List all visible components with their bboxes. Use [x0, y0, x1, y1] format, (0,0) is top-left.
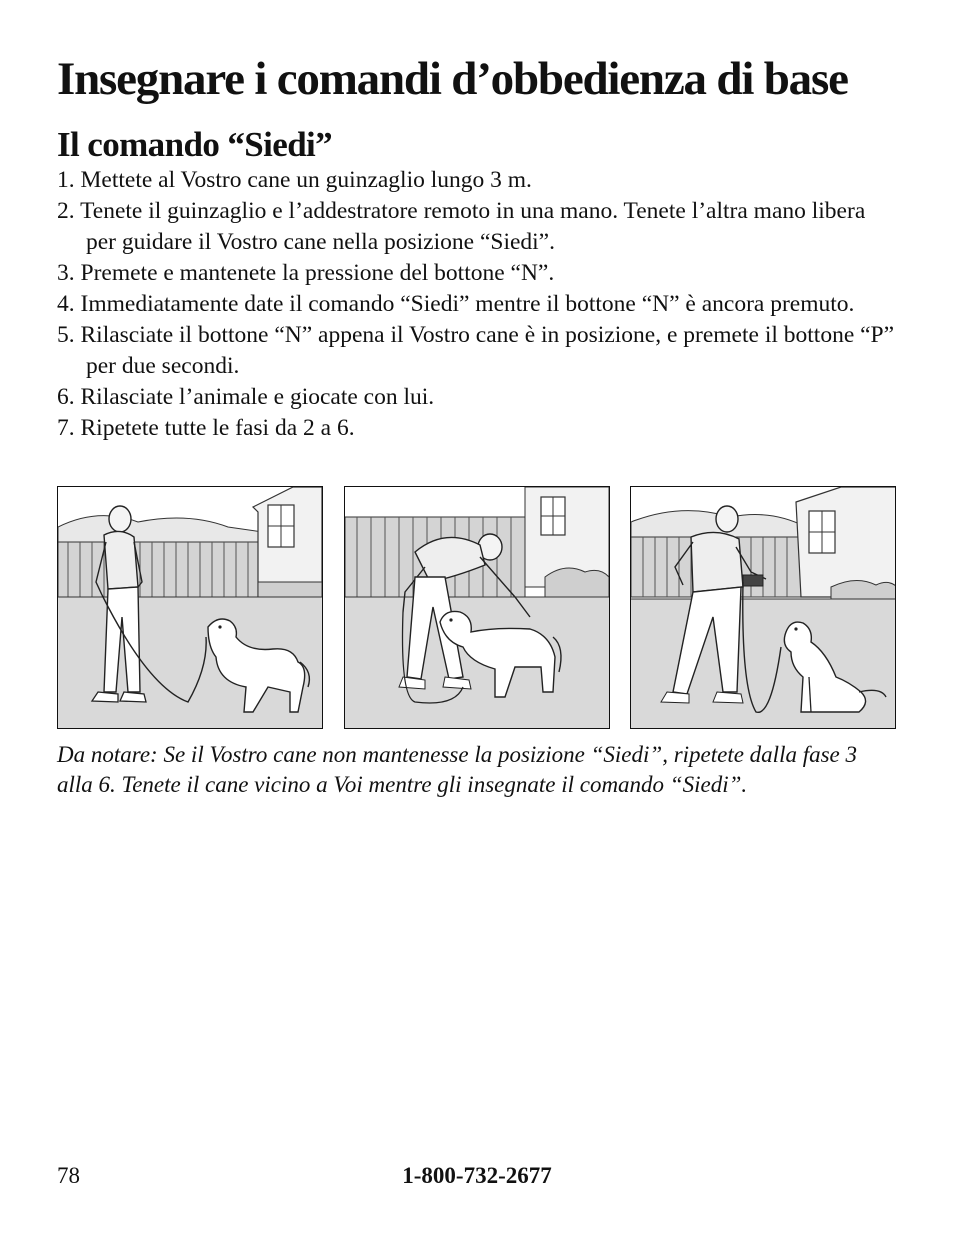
illustration-strip	[57, 486, 898, 731]
step-item: 5. Rilasciate il bottone “N” appena il Vostro cane è in posizione, e premete il bottone “P” per due secondi.	[57, 322, 895, 379]
step-item: 2. Tenete il guinzaglio e l’addestratore remoto in una mano. Tenete l’altra mano libera per guidare il Vostro cane nella posizione “Siedi”.	[57, 198, 866, 255]
steps-list	[57, 165, 897, 444]
page-title: Insegnare i comandi d’obbedienza di base	[57, 53, 848, 105]
footer-phone: 1-800-732-2677	[402, 1163, 552, 1188]
step-item: 1. Mettete al Vostro cane un guinzaglio lungo 3 m.	[57, 167, 532, 193]
step-item: 6. Rilasciate l’animale e giocate con lui.	[57, 384, 435, 410]
man-remote-dog-sitting-illustration	[631, 487, 896, 728]
note-text: Da notare: Se il Vostro cane non mantenesse la posizione “Siedi”, ripetete dalla fase 3 alla 6. Tenete il cane vicino a Voi mentre gli insegnate il comando “Siedi”.	[57, 742, 858, 797]
man-dog-standing-illustration	[58, 487, 322, 728]
section-title: Il comando “Siedi”	[57, 125, 333, 164]
illustration-panel-2	[344, 486, 610, 729]
step-item: 4. Immediatamente date il comando “Siedi” mentre il bottone “N” è ancora premuto.	[57, 291, 855, 317]
step-item: 3. Premete e mantenete la pressione del bottone “N”.	[57, 260, 555, 286]
illustration-panel-1	[57, 486, 323, 729]
page-number: 78	[57, 1163, 80, 1188]
illustration-panel-3	[630, 486, 896, 729]
step-item: 7. Ripetete tutte le fasi da 2 a 6.	[57, 415, 355, 441]
man-guiding-dog-illustration	[345, 487, 609, 728]
